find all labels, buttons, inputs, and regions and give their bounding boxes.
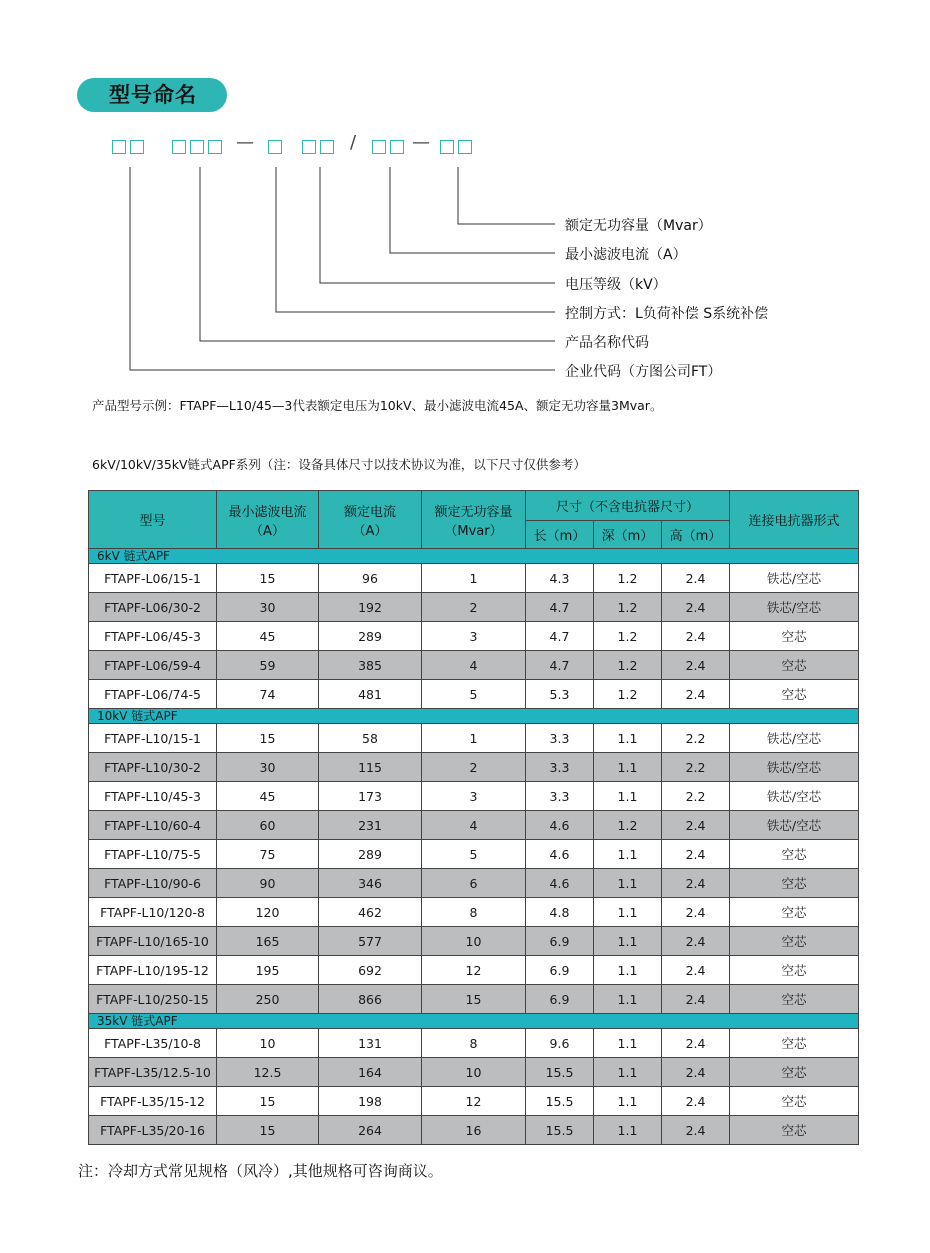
legend-capacity: 额定无功容量（Mvar）	[565, 218, 712, 234]
cell-depth: 1.2	[594, 622, 662, 651]
cell-min-current: 15	[217, 1087, 319, 1116]
cell-depth: 1.1	[594, 869, 662, 898]
cell-height: 2.4	[662, 1029, 730, 1058]
cell-length: 9.6	[526, 1029, 594, 1058]
cell-min-current: 90	[217, 869, 319, 898]
group-label: 6kV 链式APF	[89, 549, 859, 564]
cell-rated-current: 577	[319, 927, 422, 956]
cell-capacity: 10	[422, 927, 526, 956]
code-dash-1: —	[236, 132, 254, 153]
cell-min-current: 74	[217, 680, 319, 709]
table-row	[89, 840, 859, 869]
table-row	[89, 927, 859, 956]
cell-depth: 1.1	[594, 840, 662, 869]
cell-capacity: 4	[422, 651, 526, 680]
cell-min-current: 195	[217, 956, 319, 985]
cell-model: FTAPF-L10/90-6	[89, 869, 217, 898]
cell-length: 4.6	[526, 840, 594, 869]
cell-height: 2.4	[662, 985, 730, 1014]
cell-min-current: 165	[217, 927, 319, 956]
cell-capacity: 2	[422, 753, 526, 782]
cell-rated-current: 115	[319, 753, 422, 782]
legend-enterprise-code: 企业代码（方图公司FT）	[565, 364, 722, 380]
group-row	[89, 709, 859, 724]
cell-length: 4.3	[526, 564, 594, 593]
cell-model: FTAPF-L35/15-12	[89, 1087, 217, 1116]
cell-model: FTAPF-L10/75-5	[89, 840, 217, 869]
cell-model: FTAPF-L06/15-1	[89, 564, 217, 593]
legend-min-current: 最小滤波电流（A）	[565, 247, 687, 263]
cell-min-current: 30	[217, 753, 319, 782]
cell-capacity: 8	[422, 1029, 526, 1058]
header-rated-current: 额定电流 （A）	[319, 491, 422, 549]
cell-height: 2.4	[662, 956, 730, 985]
cell-rated-current: 462	[319, 898, 422, 927]
header-reactor: 连接电抗器形式	[730, 491, 859, 549]
cell-reactor: 空芯	[730, 840, 859, 869]
cell-depth: 1.1	[594, 782, 662, 811]
cell-height: 2.2	[662, 753, 730, 782]
legend-product-code: 产品名称代码	[565, 335, 649, 351]
connector-control	[276, 167, 555, 312]
cell-depth: 1.1	[594, 1029, 662, 1058]
cell-capacity: 3	[422, 782, 526, 811]
cell-depth: 1.2	[594, 680, 662, 709]
cell-model: FTAPF-L35/10-8	[89, 1029, 217, 1058]
header-size: 尺寸（不含电抗器尺寸）	[526, 491, 730, 521]
cell-min-current: 45	[217, 622, 319, 651]
cell-model: FTAPF-L06/74-5	[89, 680, 217, 709]
cell-reactor: 空芯	[730, 680, 859, 709]
table-row	[89, 1029, 859, 1058]
cell-reactor: 空芯	[730, 956, 859, 985]
cell-model: FTAPF-L06/45-3	[89, 622, 217, 651]
cell-reactor: 空芯	[730, 985, 859, 1014]
cell-height: 2.4	[662, 840, 730, 869]
cell-min-current: 15	[217, 1116, 319, 1145]
table-row	[89, 869, 859, 898]
cell-model: FTAPF-L10/195-12	[89, 956, 217, 985]
cell-model: FTAPF-L35/12.5-10	[89, 1058, 217, 1087]
cell-capacity: 4	[422, 811, 526, 840]
cell-reactor: 空芯	[730, 898, 859, 927]
cell-reactor: 空芯	[730, 927, 859, 956]
table-row	[89, 898, 859, 927]
cell-height: 2.4	[662, 1116, 730, 1145]
cell-rated-current: 346	[319, 869, 422, 898]
cell-length: 4.8	[526, 898, 594, 927]
table-row	[89, 753, 859, 782]
header-height: 高（m）	[662, 521, 730, 549]
cell-capacity: 12	[422, 956, 526, 985]
cell-reactor: 空芯	[730, 1116, 859, 1145]
cell-height: 2.4	[662, 593, 730, 622]
header-depth: 深（m）	[594, 521, 662, 549]
cell-length: 6.9	[526, 985, 594, 1014]
cell-min-current: 60	[217, 811, 319, 840]
cell-depth: 1.1	[594, 985, 662, 1014]
cell-model: FTAPF-L10/30-2	[89, 753, 217, 782]
connector-voltage	[320, 167, 555, 283]
cell-depth: 1.2	[594, 593, 662, 622]
cell-capacity: 3	[422, 622, 526, 651]
cell-rated-current: 131	[319, 1029, 422, 1058]
cell-reactor: 空芯	[730, 869, 859, 898]
header-model: 型号	[89, 491, 217, 549]
cell-capacity: 1	[422, 724, 526, 753]
table-row	[89, 956, 859, 985]
cell-model: FTAPF-L35/20-16	[89, 1116, 217, 1145]
cell-rated-current: 385	[319, 651, 422, 680]
cell-min-current: 10	[217, 1029, 319, 1058]
cell-length: 4.6	[526, 869, 594, 898]
cell-height: 2.2	[662, 782, 730, 811]
cell-depth: 1.1	[594, 1058, 662, 1087]
cell-capacity: 5	[422, 840, 526, 869]
cell-capacity: 16	[422, 1116, 526, 1145]
cell-length: 4.7	[526, 651, 594, 680]
cell-min-current: 250	[217, 985, 319, 1014]
cell-capacity: 10	[422, 1058, 526, 1087]
cell-reactor: 铁芯/空芯	[730, 564, 859, 593]
cell-min-current: 45	[217, 782, 319, 811]
cell-capacity: 1	[422, 564, 526, 593]
connector-current	[390, 167, 555, 253]
cell-rated-current: 289	[319, 622, 422, 651]
cell-model: FTAPF-L10/165-10	[89, 927, 217, 956]
spec-table-body	[89, 549, 859, 1145]
group-label: 35kV 链式APF	[89, 1014, 859, 1029]
cell-length: 6.9	[526, 956, 594, 985]
code-dash-2: —	[412, 132, 430, 153]
cell-height: 2.4	[662, 898, 730, 927]
cell-rated-current: 173	[319, 782, 422, 811]
cell-rated-current: 481	[319, 680, 422, 709]
cell-min-current: 59	[217, 651, 319, 680]
spec-table	[88, 490, 859, 1145]
cell-model: FTAPF-L10/15-1	[89, 724, 217, 753]
cell-reactor: 空芯	[730, 1087, 859, 1116]
cell-min-current: 30	[217, 593, 319, 622]
cell-capacity: 2	[422, 593, 526, 622]
series-title: 6kV/10kV/35kV链式APF系列（注：设备具体尺寸以技术协议为准，以下尺寸仅供参考）	[92, 457, 586, 472]
cell-length: 3.3	[526, 724, 594, 753]
cell-min-current: 120	[217, 898, 319, 927]
cell-depth: 1.1	[594, 898, 662, 927]
connector-enterprise	[130, 167, 555, 370]
model-example: 产品型号示例：FTAPF—L10/45—3代表额定电压为10kV、最小滤波电流45A、额定无功容量3Mvar。	[92, 398, 663, 413]
table-row	[89, 985, 859, 1014]
connector-capacity	[458, 167, 555, 224]
group-row	[89, 549, 859, 564]
cell-depth: 1.1	[594, 1087, 662, 1116]
cell-rated-current: 164	[319, 1058, 422, 1087]
cell-length: 15.5	[526, 1116, 594, 1145]
cell-length: 15.5	[526, 1087, 594, 1116]
cell-length: 6.9	[526, 927, 594, 956]
legend-voltage: 电压等级（kV）	[565, 277, 667, 293]
table-row	[89, 1087, 859, 1116]
cell-reactor: 空芯	[730, 622, 859, 651]
cell-model: FTAPF-L10/250-15	[89, 985, 217, 1014]
cell-reactor: 铁芯/空芯	[730, 753, 859, 782]
cell-reactor: 铁芯/空芯	[730, 593, 859, 622]
table-row	[89, 593, 859, 622]
cell-capacity: 8	[422, 898, 526, 927]
cell-length: 4.7	[526, 593, 594, 622]
table-row	[89, 724, 859, 753]
cell-height: 2.4	[662, 1058, 730, 1087]
table-row	[89, 1116, 859, 1145]
cell-depth: 1.1	[594, 724, 662, 753]
cell-model: FTAPF-L06/59-4	[89, 651, 217, 680]
cell-capacity: 5	[422, 680, 526, 709]
cell-height: 2.4	[662, 811, 730, 840]
section-title: 型号命名	[109, 83, 197, 107]
header-capacity: 额定无功容量 （Mvar）	[422, 491, 526, 549]
table-row	[89, 680, 859, 709]
table-row	[89, 782, 859, 811]
cell-model: FTAPF-L10/45-3	[89, 782, 217, 811]
cell-length: 5.3	[526, 680, 594, 709]
code-slash: /	[350, 132, 357, 153]
cell-model: FTAPF-L06/30-2	[89, 593, 217, 622]
cell-rated-current: 58	[319, 724, 422, 753]
cell-min-current: 15	[217, 724, 319, 753]
cell-reactor: 铁芯/空芯	[730, 782, 859, 811]
cell-depth: 1.2	[594, 651, 662, 680]
table-row	[89, 622, 859, 651]
cell-height: 2.4	[662, 651, 730, 680]
cell-rated-current: 866	[319, 985, 422, 1014]
cell-length: 4.6	[526, 811, 594, 840]
cell-reactor: 空芯	[730, 1029, 859, 1058]
cell-capacity: 12	[422, 1087, 526, 1116]
cell-depth: 1.2	[594, 564, 662, 593]
cell-height: 2.2	[662, 724, 730, 753]
header-length: 长（m）	[526, 521, 594, 549]
cell-rated-current: 231	[319, 811, 422, 840]
cell-model: FTAPF-L10/60-4	[89, 811, 217, 840]
cell-reactor: 铁芯/空芯	[730, 811, 859, 840]
group-label: 10kV 链式APF	[89, 709, 859, 724]
cell-min-current: 15	[217, 564, 319, 593]
cell-length: 4.7	[526, 622, 594, 651]
cell-depth: 1.1	[594, 753, 662, 782]
cell-height: 2.4	[662, 869, 730, 898]
legend-control-mode: 控制方式：L负荷补偿 S系统补偿	[565, 306, 769, 322]
cell-length: 3.3	[526, 753, 594, 782]
naming-connector-lines	[0, 0, 930, 400]
footnote: 注：冷却方式常见规格（风冷）,其他规格可咨询商议。	[78, 1162, 443, 1180]
cell-model: FTAPF-L10/120-8	[89, 898, 217, 927]
cell-rated-current: 96	[319, 564, 422, 593]
cell-reactor: 空芯	[730, 1058, 859, 1087]
cell-reactor: 铁芯/空芯	[730, 724, 859, 753]
cell-reactor: 空芯	[730, 651, 859, 680]
table-row	[89, 1058, 859, 1087]
cell-length: 3.3	[526, 782, 594, 811]
cell-rated-current: 692	[319, 956, 422, 985]
cell-depth: 1.2	[594, 811, 662, 840]
table-row	[89, 811, 859, 840]
cell-min-current: 75	[217, 840, 319, 869]
cell-depth: 1.1	[594, 927, 662, 956]
cell-depth: 1.1	[594, 956, 662, 985]
header-min-current: 最小滤波电流 （A）	[217, 491, 319, 549]
cell-height: 2.4	[662, 1087, 730, 1116]
group-row	[89, 1014, 859, 1029]
cell-height: 2.4	[662, 564, 730, 593]
cell-rated-current: 264	[319, 1116, 422, 1145]
cell-length: 15.5	[526, 1058, 594, 1087]
cell-rated-current: 192	[319, 593, 422, 622]
table-row	[89, 651, 859, 680]
cell-min-current: 12.5	[217, 1058, 319, 1087]
cell-height: 2.4	[662, 927, 730, 956]
cell-capacity: 15	[422, 985, 526, 1014]
cell-rated-current: 289	[319, 840, 422, 869]
connector-product	[200, 167, 555, 341]
cell-height: 2.4	[662, 680, 730, 709]
table-row	[89, 564, 859, 593]
cell-height: 2.4	[662, 622, 730, 651]
cell-capacity: 6	[422, 869, 526, 898]
cell-depth: 1.1	[594, 1116, 662, 1145]
cell-rated-current: 198	[319, 1087, 422, 1116]
